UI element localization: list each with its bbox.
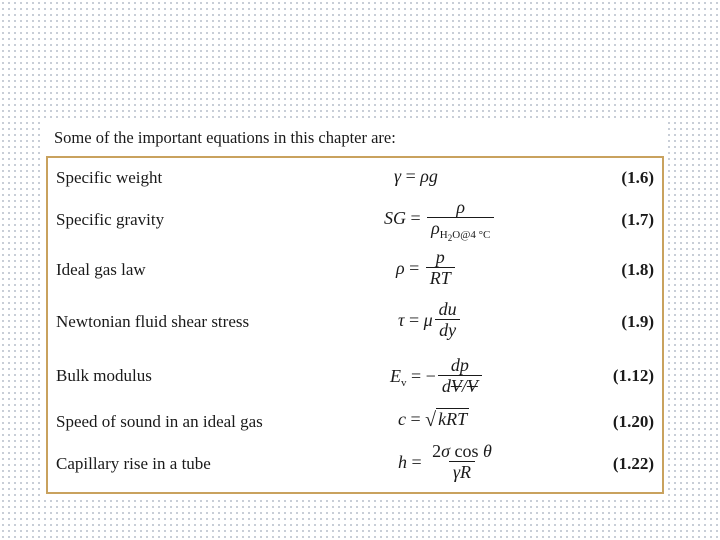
equation-number: (1.8) <box>621 260 654 279</box>
equation-formula: c = √ kRT <box>398 408 468 431</box>
equation-name: Ideal gas law <box>56 260 146 279</box>
equation-formula: γ = ρg <box>394 166 438 186</box>
equation-number: (1.7) <box>621 210 654 229</box>
equation-number: (1.20) <box>612 412 654 431</box>
equation-box <box>46 156 664 494</box>
equation-formula: ρ = $\frac{p}{RT}$ <box>396 248 457 289</box>
equation-name: Newtonian fluid shear stress <box>56 312 250 331</box>
equation-number: (1.6) <box>621 168 654 187</box>
equation-name: Specific weight <box>56 168 163 187</box>
equation-summary-page <box>44 120 668 498</box>
equation-name: Bulk modulus <box>56 366 152 385</box>
equation-formula: h = $\frac{\text{2σ cos θ}}{\gamma R}$ <box>398 441 492 482</box>
equation-number: (1.12) <box>612 366 654 385</box>
equation-number: (1.22) <box>612 454 654 473</box>
equation-name: Speed of sound in an ideal gas <box>56 412 263 431</box>
equation-formula: τ = μ $\frac{du}{dy}$ <box>398 300 463 341</box>
equation-name: Specific gravity <box>56 210 165 229</box>
equation-formula: $E_v$ = − $\frac{dp}{dV/V}$ <box>390 356 484 397</box>
equation-number: (1.9) <box>621 312 654 331</box>
intro-text: Some of the important equations in this chapter are: <box>54 128 396 147</box>
equation-formula: SG = $\frac{\rho}{\rho_{H_2O@4 ^\circ C}}$ <box>384 198 496 239</box>
equation-name: Capillary rise in a tube <box>56 454 211 473</box>
